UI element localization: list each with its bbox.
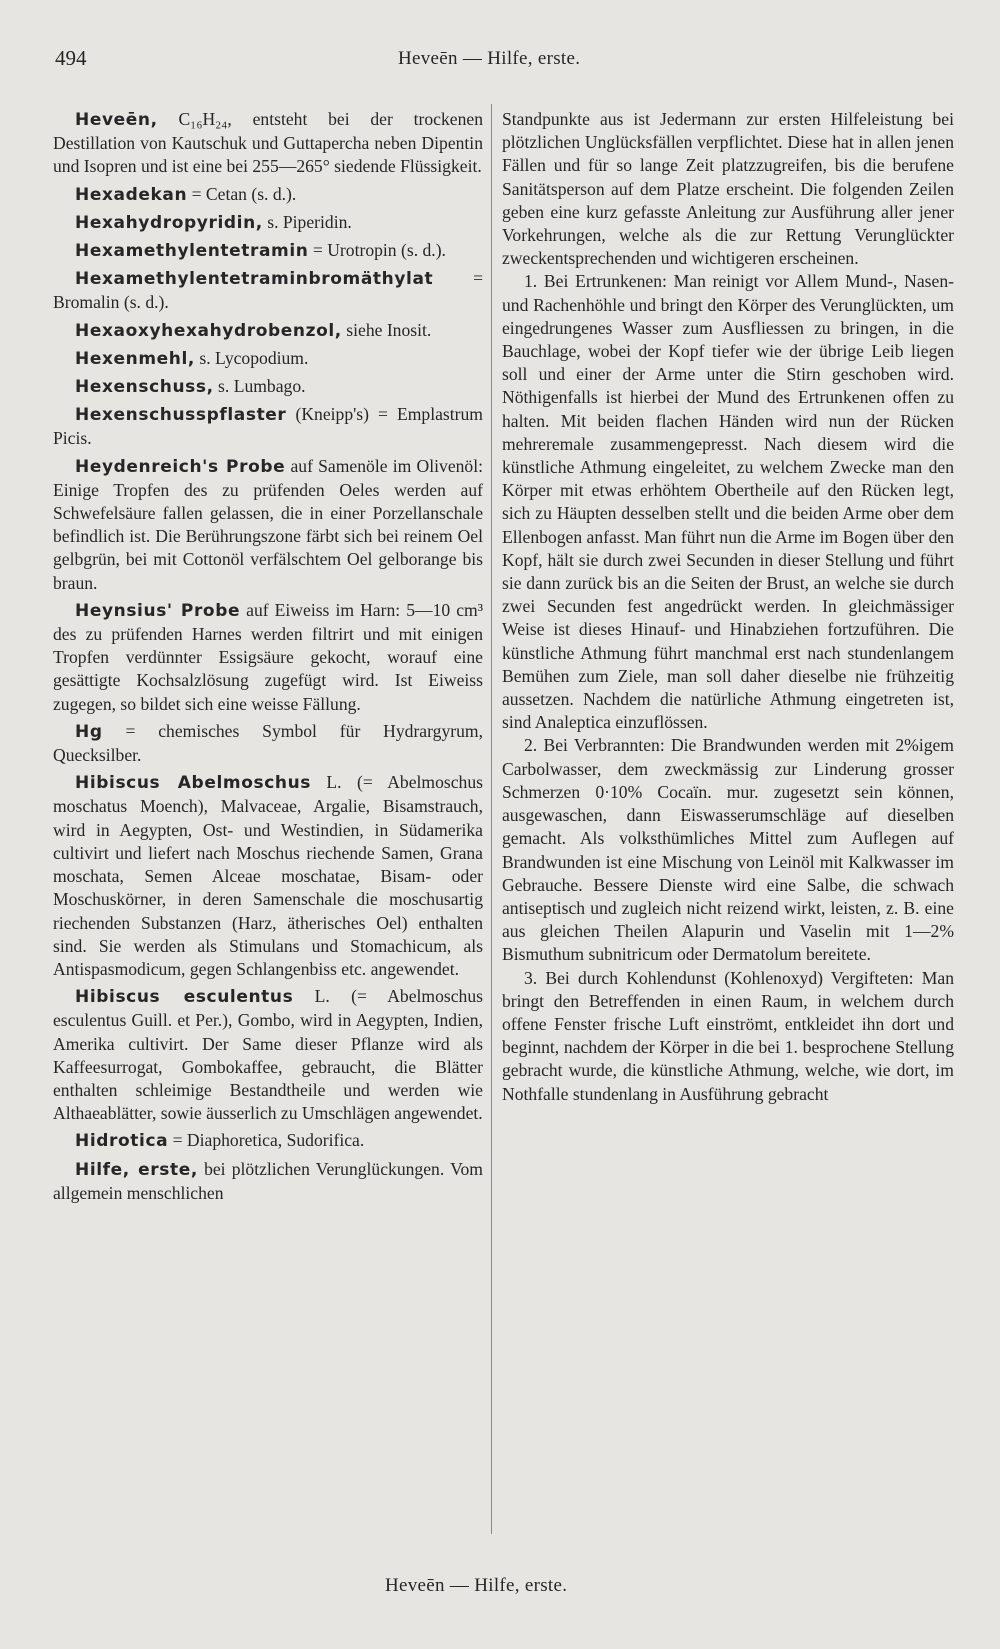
- entry-headword: Hexenschusspflaster: [75, 405, 287, 426]
- entry-headword: Heveēn,: [75, 110, 158, 130]
- entry-headword: Hexenmehl,: [75, 348, 195, 369]
- entry-text: = chemisches Symbol für Hydrargyrum, Quecksilber.: [53, 720, 483, 766]
- entry-text: s. Lycopodium.: [195, 347, 309, 368]
- entry-headword: Heynsius' Probe: [75, 600, 241, 621]
- entry-text: bei plötzlichen Verunglückungen. Vom allgemein menschlichen: [53, 1158, 483, 1203]
- dictionary-entry: [53, 985, 483, 1125]
- dictionary-entry: [53, 455, 483, 595]
- entry-headword: Hidrotica: [75, 1131, 169, 1152]
- dictionary-entry: [53, 599, 483, 716]
- entry-text: L. (= Abelmoschus moschatus Moench), Malvaceae, Argalie, Bisamstrauch, wird in Aegypten, Ost- und Westindien, in Südamerika cultivirt und liefert nach Moschus riechende Samen, Grana moschata, Semen Alceae moschatae, Bisam- oder Moschuskörner, in deren Samenschale die moschusartig riechenden Substanzen (Harz, ätherisches Oel) enthalten sind. Sie werden als Stimulans und Stomachicum, als Antispasmodicum, gegen Schlangenbiss etc. angewendet.: [53, 772, 484, 979]
- dictionary-entry: [53, 239, 483, 263]
- entry-headword: Hg: [75, 721, 103, 742]
- entry-headword: Heydenreich's Probe: [75, 456, 286, 477]
- dictionary-entry: [53, 347, 483, 371]
- entry-headword: Hibiscus esculentus: [75, 987, 294, 1008]
- entry-text: = Diaphoretica, Sudorifica.: [168, 1130, 365, 1151]
- entry-headword: Hexamethylentetramin: [75, 241, 309, 262]
- entry-headword: Hilfe, erste,: [75, 1159, 198, 1180]
- body-paragraph: 3. Bei durch Kohlendunst (Kohlenoxyd) Vergifteten: Man bringt den Betreffenden in einen Raum, in welchem durch offene Fenster frische Luft einströmt, entkleidet ihn dort und beginnt, nachdem der Körper in die bei 1. besprochene Stellung gebracht wurde, die künstliche Athmung, welche, wie dort, im Nothfalle stundenlang in Ausführung gebracht: [502, 967, 954, 1104]
- entry-text: s. Piperidin.: [262, 211, 352, 232]
- entry-text: = Cetan (s. d.).: [187, 183, 297, 204]
- right-column: [502, 108, 954, 1106]
- dictionary-entry: [53, 403, 483, 450]
- entry-headword: Hexenschuss,: [75, 377, 214, 398]
- entry-text: (Kneipp's) = Emplastrum Picis.: [53, 404, 483, 449]
- entry-headword: Hexahydropyridin,: [75, 212, 263, 233]
- dictionary-entry: [53, 108, 483, 179]
- entry-headword: Hexaoxyhexahydrobenzol,: [75, 320, 342, 341]
- page-header: [55, 46, 615, 76]
- entry-text: = Bromalin (s. d.).: [53, 268, 483, 313]
- dictionary-entry: [53, 211, 483, 235]
- dictionary-entry: [53, 319, 483, 343]
- dictionary-entry: [53, 183, 483, 207]
- entry-text: C₁₆H₂₄, entsteht bei der trockenen Destillation von Kautschuk und Guttapercha neben Dipentin und Isopren und ist eine bei 255—265° siedende Flüssigkeit.: [53, 109, 483, 177]
- dictionary-entry: [53, 771, 483, 981]
- entry-headword: Hexamethylentetraminbromäthylat: [75, 269, 434, 290]
- body-paragraph: 2. Bei Verbrannten: Die Brandwunden werden mit 2%igem Carbolwasser, dem zweckmässig zur Linderung grosser Schmerzen 0·10% Cocaïn. mur. zugesetzt sein können, ausgewaschen, dann Eiswasserumschläge auf dieselben gemacht. Als volksthümliches Mittel zum Auflegen auf Brandwunden ist eine Mischung von Leinöl mit Kalkwasser im Gebrauche. Bessere Dienste wird eine Salbe, die schwach antiseptisch und zugleich nicht reizend wirkt, leisten, z. B. eine aus gleichen Theilen Alapurin und Vaselin mit 1—2% Bismuthum subnitricum oder Dermatolum bereitete.: [502, 735, 954, 965]
- entry-text: auf Eiweiss im Harn: 5—10 cm³ des zu prüfenden Harnes werden filtrirt und mit einigen Tropfen verdünnter Essigsäure gekocht, worauf eine gesättigte Kochsalzlösung zugefügt wird. Ist Eiweiss zugegen, so bildet sich eine weisse Fällung.: [53, 599, 483, 714]
- dictionary-entry: [53, 267, 483, 314]
- body-paragraph: 1. Bei Ertrunkenen: Man reinigt vor Allem Mund-, Nasen- und Rachenhöhle und bringt den Körper des Verunglückten, um eingedrungenes Wasser zum Ausfliessen zu bringen, in die Bauchlage, wobei der Kopf tiefer wie der übrige Leib liegen soll und einer der Arme unter die Stirn geschoben wird. Nöthigenfalls ist hierbei der Mund des Ertrunkenen offen zu halten. Mit beiden flachen Händen wird nun der Rücken mehreremale zusammengepresst. Nach diesem wird die künstliche Athmung eingeleitet, zu welchem Zwecke man den Körper mit etwas erhöhtem Obertheile auf den Rücken legt, sich zu Häupten desselben stellt und die beiden Arme ober dem Ellenbogen anfasst. Man führt nun die Arme im Bogen über den Kopf, hält sie durch zwei Secunden in dieser Stellung und führt sie dann zurück bis an die Seiten der Brust, an welche sie durch zwei Secunden fest angedrückt werden. In gleichmässiger Weise ist dieses Hinauf- und Hinabziehen fortzuführen. Die künstliche Athmung führt manchmal erst nach stundenlangem Bemühen zum Ziele, man soll daher dieselbe nie frühzeitig aussetzen. Nachdem die natürliche Athmung eingetreten ist, sind Analeptica einzuflössen.: [502, 271, 954, 733]
- column-divider: [491, 104, 492, 1534]
- entry-text: auf Samenöle im Olivenöl: Einige Tropfen des zu prüfenden Oeles werden auf Schwefelsäure fallen gelassen, die in einer Porzellanschale befindlich ist. Die Berührungszone färbt sich bei reinem Oel gelbgrün, bei mit Cottonöl verfälschtem Oel gelborange bis braun.: [53, 455, 483, 593]
- dictionary-entry: [53, 720, 483, 767]
- running-head: Heveēn — Hilfe, erste.: [398, 48, 581, 69]
- left-column: [53, 108, 483, 1209]
- entry-text: = Urotropin (s. d.).: [308, 240, 446, 261]
- dictionary-entry: [53, 375, 483, 399]
- body-paragraph: Standpunkte aus ist Jedermann zur ersten Hilfeleistung bei plötzlichen Unglücksfällen verpflichtet. Diese hat in allen jenen Fällen und für so lange Zeit platzzugreifen, bis die berufene Sanitätsperson auf dem Platze erscheint. Die folgenden Zeilen geben eine kurz gefasste Anleitung zur Ausführung aller jener Vorkehrungen, welche als die zur Rettung Verunglückter zweckentsprechenden und wichtigeren erscheinen.: [502, 109, 954, 269]
- dictionary-entry: [53, 1129, 483, 1153]
- dictionary-entry: [53, 1158, 483, 1205]
- entry-text: s. Lumbago.: [213, 376, 306, 397]
- entry-headword: Hexadekan: [75, 184, 188, 205]
- page-footer: Heveēn — Hilfe, erste.: [385, 1575, 568, 1596]
- entry-text: siehe Inosit.: [341, 319, 432, 340]
- entry-text: L. (= Abelmoschus esculentus Guill. et Per.), Gombo, wird in Aegypten, Indien, Amerika cultivirt. Der Same dieser Pflanze wird als Kaffeesurrogat, Gombokaffee, gebraucht, die Blätter enthalten schleimige Bestandtheile und werden wie Althaeablätter, sowie äusserlich zu Umschlägen angewendet.: [53, 986, 484, 1124]
- page-number: 494: [55, 46, 87, 70]
- entry-headword: Hibiscus Abelmoschus: [75, 773, 312, 794]
